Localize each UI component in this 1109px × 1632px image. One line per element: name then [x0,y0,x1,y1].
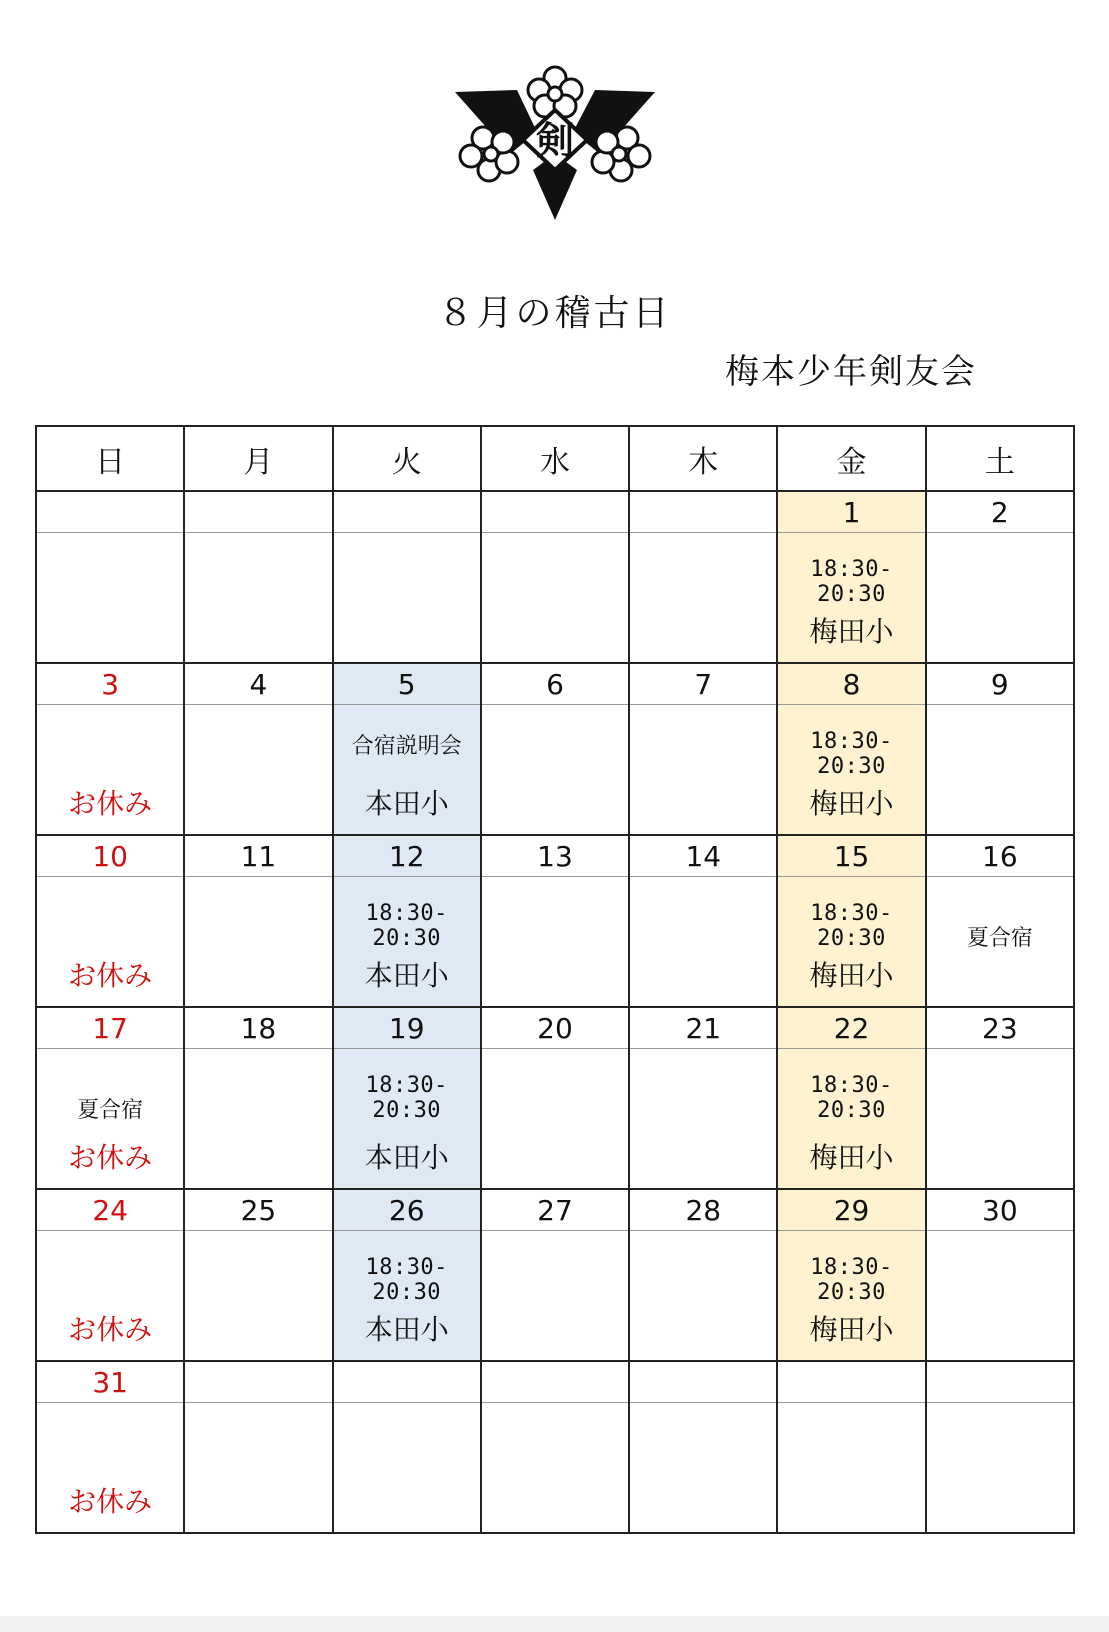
day-body-empty [629,533,777,664]
kendo-club-crest-icon [455,62,655,222]
day-body-11 [184,877,332,1008]
day-cell-empty [777,1361,925,1403]
date-22: 22 [777,1007,925,1049]
day-cell-empty [629,491,777,533]
weekday-mon: 月 [184,426,332,491]
date-20: 20 [481,1007,629,1049]
day-cell-empty [926,1361,1074,1403]
practice-location: 本田小 [364,1141,449,1174]
day-body-empty [184,533,332,664]
date-16: 16 [926,835,1074,877]
day-body-13 [481,877,629,1008]
practice-location: 梅田小 [809,1313,894,1346]
week-4-body-row [36,1049,1074,1190]
day-off-label: お休み [68,959,153,992]
club-logo [455,62,655,222]
practice-time: 18:30-20:30 [810,1073,893,1123]
day-body-empty [481,1403,629,1534]
date-6: 6 [481,663,629,705]
practice-location: 梅田小 [809,787,894,820]
practice-location: 本田小 [364,787,449,820]
page-title: ８月の稽古日 [437,293,672,334]
week-5-body-row [36,1231,1074,1362]
day-body-22 [777,1049,925,1190]
week-3-date-row [36,835,1074,877]
day-body-12 [333,877,481,1008]
day-body-7 [629,705,777,836]
day-body-2 [926,533,1074,664]
date-5: 5 [333,663,481,705]
day-body-17 [36,1049,184,1190]
date-13: 13 [481,835,629,877]
day-off-label: お休み [68,1485,153,1518]
day-body-16 [926,877,1074,1008]
practice-location: 梅田小 [809,615,894,648]
day-body-25 [184,1231,332,1362]
day-cell-empty [184,491,332,533]
day-body-31 [36,1403,184,1534]
week-6-body-row [36,1403,1074,1534]
day-body-empty [333,533,481,664]
date-7: 7 [629,663,777,705]
logo-character: 剣 [535,118,575,163]
date-14: 14 [629,835,777,877]
day-body-4 [184,705,332,836]
week-2-body-row [36,705,1074,836]
practice-calendar [35,425,1075,1534]
date-29: 29 [777,1189,925,1231]
day-cell-empty [629,1361,777,1403]
day-off-label: お休み [68,1313,153,1346]
day-body-14 [629,877,777,1008]
practice-time: 18:30-20:30 [365,901,448,951]
date-30: 30 [926,1189,1074,1231]
day-body-30 [926,1231,1074,1362]
date-31: 31 [36,1361,184,1403]
date-19: 19 [333,1007,481,1049]
day-cell-empty [333,1361,481,1403]
day-body-21 [629,1049,777,1190]
day-body-empty [926,1403,1074,1534]
weekday-sat: 土 [926,426,1074,491]
day-body-empty [184,1403,332,1534]
date-23: 23 [926,1007,1074,1049]
day-cell-empty [333,491,481,533]
date-11: 11 [184,835,332,877]
day-body-empty [36,533,184,664]
day-body-26 [333,1231,481,1362]
day-body-19 [333,1049,481,1190]
day-body-8 [777,705,925,836]
weekday-thu: 木 [629,426,777,491]
day-body-empty [481,533,629,664]
date-24: 24 [36,1189,184,1231]
week-1-body-row [36,533,1074,664]
day-body-24 [36,1231,184,1362]
summer-camp-note: 夏合宿 [77,1098,144,1123]
date-8: 8 [777,663,925,705]
day-body-empty [629,1403,777,1534]
date-15: 15 [777,835,925,877]
date-28: 28 [629,1189,777,1231]
day-body-18 [184,1049,332,1190]
organization-name: 梅本少年剣友会 [725,352,977,392]
date-25: 25 [184,1189,332,1231]
date-1: 1 [777,491,925,533]
weekday-header-row [36,426,1074,491]
day-body-empty [333,1403,481,1534]
week-5-date-row [36,1189,1074,1231]
summer-camp-note: 夏合宿 [966,926,1033,951]
day-body-6 [481,705,629,836]
day-body-1 [777,533,925,664]
day-body-23 [926,1049,1074,1190]
practice-time: 18:30-20:30 [810,901,893,951]
day-body-28 [629,1231,777,1362]
day-body-10 [36,877,184,1008]
page-bottom-edge [0,1616,1109,1632]
practice-time: 18:30-20:30 [810,729,893,779]
practice-time: 18:30-20:30 [365,1255,448,1305]
date-2: 2 [926,491,1074,533]
camp-briefing-note: 合宿説明会 [351,734,462,759]
day-off-label: お休み [68,1141,153,1174]
week-1-date-row [36,491,1074,533]
week-4-date-row [36,1007,1074,1049]
day-cell-empty [481,491,629,533]
date-26: 26 [333,1189,481,1231]
weekday-fri: 金 [777,426,925,491]
date-27: 27 [481,1189,629,1231]
weekday-wed: 水 [481,426,629,491]
date-9: 9 [926,663,1074,705]
day-body-29 [777,1231,925,1362]
practice-location: 本田小 [364,959,449,992]
weekday-tue: 火 [333,426,481,491]
day-body-27 [481,1231,629,1362]
practice-time: 18:30-20:30 [810,557,893,607]
day-body-15 [777,877,925,1008]
week-6-date-row [36,1361,1074,1403]
day-cell-empty [36,491,184,533]
day-body-3 [36,705,184,836]
week-3-body-row [36,877,1074,1008]
practice-time: 18:30-20:30 [365,1073,448,1123]
weekday-sun: 日 [36,426,184,491]
day-body-5 [333,705,481,836]
day-body-20 [481,1049,629,1190]
day-cell-empty [184,1361,332,1403]
date-4: 4 [184,663,332,705]
practice-time: 18:30-20:30 [810,1255,893,1305]
practice-location: 梅田小 [809,959,894,992]
practice-location: 本田小 [364,1313,449,1346]
day-body-empty [777,1403,925,1534]
date-21: 21 [629,1007,777,1049]
day-off-label: お休み [68,787,153,820]
day-cell-empty [481,1361,629,1403]
date-18: 18 [184,1007,332,1049]
date-10: 10 [36,835,184,877]
date-3: 3 [36,663,184,705]
week-2-date-row [36,663,1074,705]
date-17: 17 [36,1007,184,1049]
date-12: 12 [333,835,481,877]
practice-location: 梅田小 [809,1141,894,1174]
day-body-9 [926,705,1074,836]
